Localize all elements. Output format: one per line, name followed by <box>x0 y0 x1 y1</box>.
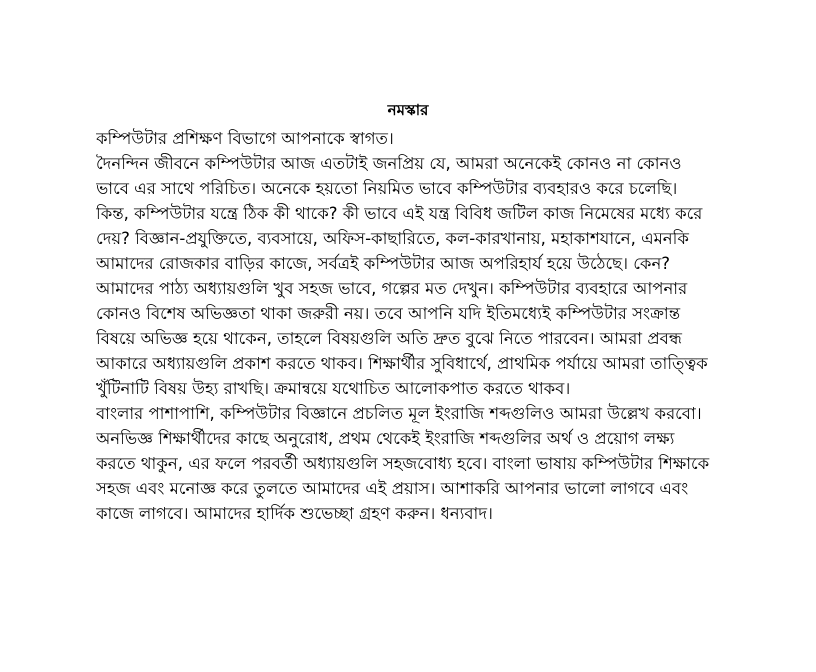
body-line: অনভিজ্ঞ শিক্ষার্থীদের কাছে অনুরোধ, প্রথম থেকেই ইংরাজি শব্দগুলির অর্থ ও প্রয়োগ লক্ষ্য <box>96 429 675 448</box>
body-line: আমাদের রোজকার বাড়ির কাজে, সর্বত্রই কম্পিউটার আজ অপরিহার্য হয়ে উঠেছে। কেন? <box>96 254 671 273</box>
body-line: দেয়? বিজ্ঞান-প্রযুক্তিতে, ব্যবসায়ে, অফিস-কাছারিতে, কল-কারখানায়, মহাকাশযানে, এমনকি <box>96 229 689 248</box>
document-title: নমস্কার <box>387 101 429 119</box>
body-line: ভাবে এর সাথে পরিচিত। অনেকে হয়তো নিয়মিত ভাবে কম্পিউটার ব্যবহারও করে চলেছি। <box>96 179 678 198</box>
body-line: বাংলার পাশাপাশি, কম্পিউটার বিজ্ঞানে প্রচলিত মূল ইংরাজি শব্দগুলিও আমরা উল্লেখ করবো। <box>96 404 702 423</box>
body-line: কোনও বিশেষ অভিজ্ঞতা থাকা জরুরী নয়। তবে আপনি যদি ইতিমধ্যেই কম্পিউটার সংক্রান্ত <box>96 304 681 323</box>
body-line: খুঁটিনাটি বিষয় উহ্য রাখছি। ক্রমান্বয়ে যথোচিত আলোকপাত করতে থাকব। <box>96 379 571 398</box>
document-body <box>96 126 756 526</box>
body-line: কাজে লাগবে। আমাদের হার্দিক শুভেচ্ছা গ্রহণ করুন। ধন্যবাদ। <box>96 504 493 523</box>
body-line: আমাদের পাঠ্য অধ্যায়গুলি খুব সহজ ভাবে, গল্পের মত দেখুন। কম্পিউটার ব্যবহারে আপনার <box>96 279 688 298</box>
body-line: আকারে অধ্যায়গুলি প্রকাশ করতে থাকব। শিক্ষার্থীর সুবিধার্থে, প্রাথমিক পর্যায়ে আমরা তাত্ত্বিক <box>96 354 708 373</box>
body-line: কিন্ত, কম্পিউটার যন্ত্রে ঠিক কী থাকে? কী ভাবে এই যন্ত্র বিবিধ জটিল কাজ নিমেষের মধ্যে করে <box>96 204 703 223</box>
body-line: সহজ এবং মনোজ্ঞ করে তুলতে আমাদের এই প্রয়াস। আশাকরি আপনার ভালো লাগবে এবং <box>96 479 689 498</box>
body-line: কম্পিউটার প্রশিক্ষণ বিভাগে আপনাকে স্বাগত। <box>96 129 394 148</box>
body-line: করতে থাকুন, এর ফলে পরবর্তী অধ্যায়গুলি সহজবোধ্য হবে। বাংলা ভাষায় কম্পিউটার শিক্ষাকে <box>96 454 710 473</box>
body-line: দৈনন্দিন জীবনে কম্পিউটার আজ এতটাই জনপ্রিয় যে, আমরা অনেকেই কোনও না কোনও <box>96 154 682 173</box>
body-line: বিষয়ে অভিজ্ঞ হয়ে থাকেন, তাহলে বিষয়গুলি অতি দ্রুত বুঝে নিতে পারবেন। আমরা প্রবন্ধ <box>96 329 682 348</box>
